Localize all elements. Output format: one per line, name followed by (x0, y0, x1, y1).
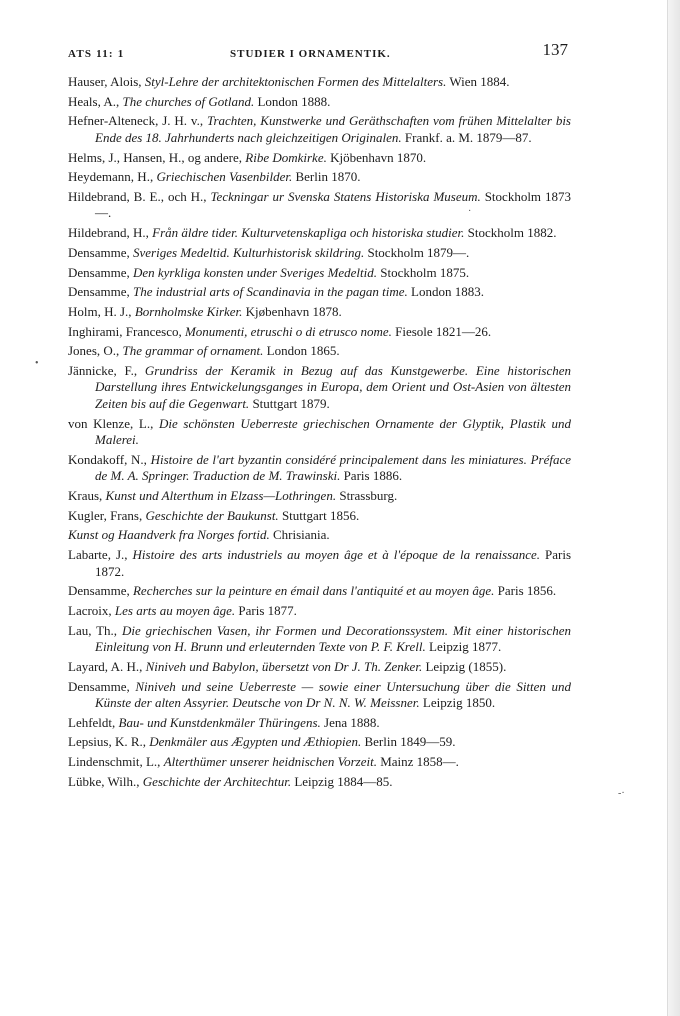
bibliography-entry (68, 363, 571, 413)
entry-publication: Leipzig 1884—85. (291, 773, 393, 789)
entry-title: Histoire des arts industriels au moyen âge et à l'époque de la renaissance. (132, 547, 540, 563)
entry-author: Densamme, (68, 244, 133, 260)
entry-author: Densamme, (68, 264, 133, 280)
entry-publication: Kjøbenhavn 1878. (242, 303, 342, 319)
bibliography-entry (68, 623, 571, 656)
bibliography-entry (68, 452, 571, 485)
entry-title: Från äldre tider. Kulturvetenskapliga och historiska studier. (152, 225, 465, 241)
entry-publication: Fiesole 1821—26. (391, 323, 492, 339)
entry-publication: Leipzig (1855). (422, 658, 507, 674)
entry-title: Bornholmske Kirker. (134, 303, 243, 319)
entry-title: Les arts au moyen âge. (114, 602, 236, 618)
bibliography-entry (68, 189, 571, 222)
margin-mark: • (35, 358, 39, 369)
bibliography-entry (68, 527, 571, 544)
entry-publication: Stuttgart 1856. (278, 507, 360, 523)
entry-title: The grammar of ornament. (122, 343, 264, 359)
entry-author: Kondakoff, N., (68, 451, 151, 467)
entry-title: Alterthümer unserer heidnischen Vorzeit. (163, 754, 377, 770)
entry-title: Histoire de l'art byzantin considéré principalement dans les miniatures. Préface de M. A. Springer. Traduction de M. Trawinski. (95, 451, 571, 484)
bibliography-entry (68, 488, 571, 505)
entry-author: Lepsius, K. R., (68, 734, 150, 750)
entry-author: Kraus, (68, 488, 106, 503)
entry-publication: Paris 1872. (95, 547, 572, 579)
entry-publication: Jena 1888. (320, 714, 380, 730)
entry-author: Hildebrand, H., (68, 225, 153, 241)
journal-reference: ATS 11: 1 (68, 48, 125, 60)
entry-title: Den kyrkliga konsten under Sveriges Medeltid. (132, 264, 378, 280)
entry-publication: Chrisiania. (269, 527, 330, 543)
bibliography-entry (68, 113, 571, 146)
entry-publication: London 1888. (254, 93, 331, 109)
entry-title: Trachten, Kunstwerke und Geräthschaften vom frühen Mittelalter bis Ende des 18. Jahrhunderts nach gleichzeitigen Originalen. (95, 113, 571, 145)
bibliography-entry (68, 343, 571, 360)
entry-author: Heals, A., (68, 93, 123, 109)
entry-publication: Stockholm 1875. (377, 264, 470, 280)
running-header (68, 40, 568, 62)
bibliography-entry (68, 715, 571, 732)
bibliography-entry (68, 603, 571, 620)
entry-author: Inghirami, Francesco, (68, 323, 185, 339)
bibliography-entry (68, 583, 571, 600)
bibliography-entry (68, 169, 571, 186)
entry-publication: Berlin 1849—59. (361, 734, 456, 750)
entry-publication: Berlin 1870. (292, 169, 361, 185)
bibliography-entry (68, 508, 571, 525)
entry-publication: Paris 1886. (340, 468, 403, 484)
entry-title: Denkmäler aus Ægypten und Æthiopien. (149, 734, 362, 750)
entry-author: Densamme, (68, 678, 136, 694)
entry-title: Kunst og Haandverk fra Norges fortid. (68, 527, 270, 543)
entry-title: Styl-Lehre der architektonischen Formen des Mittelalters. (144, 74, 447, 89)
entry-title: Die schönsten Ueberreste griechischen Ornamente der Glyptik, Plastik und Malerei. (95, 415, 571, 448)
entry-publication: Paris 1856. (494, 583, 557, 599)
entry-author: Jones, O., (68, 343, 123, 359)
entry-author: Lau, Th., (68, 622, 122, 638)
entry-title: Kunst und Alterthum in Elzass—Lothringen. (105, 488, 337, 503)
entry-title: Bau- und Kunstdenkmäler Thüringens. (118, 714, 321, 730)
entry-publication: Leipzig 1850. (419, 695, 496, 710)
bibliography-entry (68, 150, 571, 167)
entry-author: Lübke, Wilh., (68, 773, 143, 789)
entry-author: Hildebrand, B. E., och H., (68, 188, 211, 204)
bibliography-entry (68, 284, 571, 301)
entry-title: Recherches sur la peinture en émail dans l'antiquité et au moyen âge. (132, 583, 495, 599)
margin-mark: -· (618, 788, 625, 799)
bibliography-entry (68, 265, 571, 282)
entry-publication: Strassburg. (336, 488, 398, 503)
entry-author: Densamme, (68, 583, 133, 599)
entry-title: Grundriss der Keramik in Bezug auf das Kunstgewerbe. Eine historischen Darstellung ihres Entwickelungsganges in Europa, dem Orient und Ost-Asien von ältesten Zeiten bis auf die Gegenwart. (95, 362, 571, 411)
entry-publication: Stockholm 1879—. (364, 244, 470, 260)
entry-publication: Stockholm 1873—. (95, 188, 571, 221)
entry-title: Monumenti, etruschi o di etrusco nome. (184, 323, 392, 339)
bibliography-entry (68, 245, 571, 262)
entry-author: Hauser, Alois, (68, 74, 145, 89)
entry-publication: Frankf. a. M. 1879—87. (401, 129, 532, 145)
entry-author: Kugler, Frans, (68, 507, 146, 523)
entry-title: Griechischen Vasenbilder. (156, 169, 293, 185)
bibliography-entry (68, 416, 571, 449)
entry-title: Geschichte der Architechtur. (142, 773, 292, 789)
bibliography-entry (68, 304, 571, 321)
page-edge (667, 0, 680, 1016)
entry-author: Layard, A. H., (68, 658, 146, 674)
entry-title: The industrial arts of Scandinavia in the pagan time. (132, 284, 408, 300)
entry-publication: Stockholm 1882. (464, 225, 557, 241)
entry-author: Lindenschmit, L., (68, 754, 164, 770)
entry-author: Jännicke, F., (68, 362, 145, 378)
page-number: 137 (542, 40, 568, 59)
bibliography-entry (68, 734, 571, 751)
entry-author: Labarte, J., (68, 547, 133, 563)
entry-title: Teckningar ur Svenska Statens Historiska Museum. (210, 188, 481, 204)
entry-author: Helms, J., Hansen, H., og andere, (68, 149, 246, 165)
entry-title: Geschichte der Baukunst. (145, 507, 279, 523)
entry-publication: Wien 1884. (446, 74, 510, 89)
entry-title: Ribe Domkirke. (245, 149, 327, 165)
entry-publication: Kjöbenhavn 1870. (326, 149, 427, 165)
bibliography-list (68, 74, 571, 793)
bibliography-entry (68, 547, 571, 580)
entry-publication: Leipzig 1877. (425, 639, 502, 655)
entry-title: Sveriges Medeltid. Kulturhistorisk skildring. (132, 244, 365, 260)
entry-publication: Stuttgart 1879. (249, 395, 330, 411)
entry-publication: London 1883. (407, 284, 484, 300)
bibliography-entry (68, 74, 571, 91)
entry-title: Niniveh und Babylon, übersetzt von Dr J. Th. Zenker. (145, 658, 423, 674)
entry-publication: Paris 1877. (235, 602, 297, 618)
bibliography-entry (68, 94, 571, 111)
entry-author: Heydemann, H., (68, 169, 157, 185)
entry-title: Niniveh und seine Ueberreste — sowie einer Untersuchung über die Sitten und Künste der alten Assyrier. Deutsche von Dr N. N. W. Meissner. (95, 678, 572, 710)
running-title: STUDIER I ORNAMENTIK. (230, 48, 391, 60)
entry-author: Lehfeldt, (68, 714, 119, 730)
bibliography-entry (68, 659, 571, 676)
bibliography-entry (68, 324, 571, 341)
entry-author: von Klenze, L., (68, 415, 159, 431)
entry-author: Densamme, (68, 284, 133, 300)
margin-mark: · (468, 206, 472, 217)
entry-author: Lacroix, (68, 602, 115, 618)
entry-author: Holm, H. J., (68, 303, 135, 319)
entry-publication: London 1865. (263, 343, 340, 359)
bibliography-entry (68, 774, 571, 791)
entry-title: The churches of Gotland. (122, 93, 255, 109)
entry-publication: Mainz 1858—. (376, 754, 459, 770)
bibliography-entry (68, 754, 571, 771)
entry-author: Hefner-Alteneck, J. H. v., (68, 113, 207, 129)
bibliography-entry (68, 225, 571, 242)
bibliography-entry (68, 679, 571, 712)
entry-title: Die griechischen Vasen, ihr Formen und Decorationssystem. Mit einer historischen Einleitung von H. Brunn und erleuternden Texte von P. F. Krell. (95, 622, 571, 655)
